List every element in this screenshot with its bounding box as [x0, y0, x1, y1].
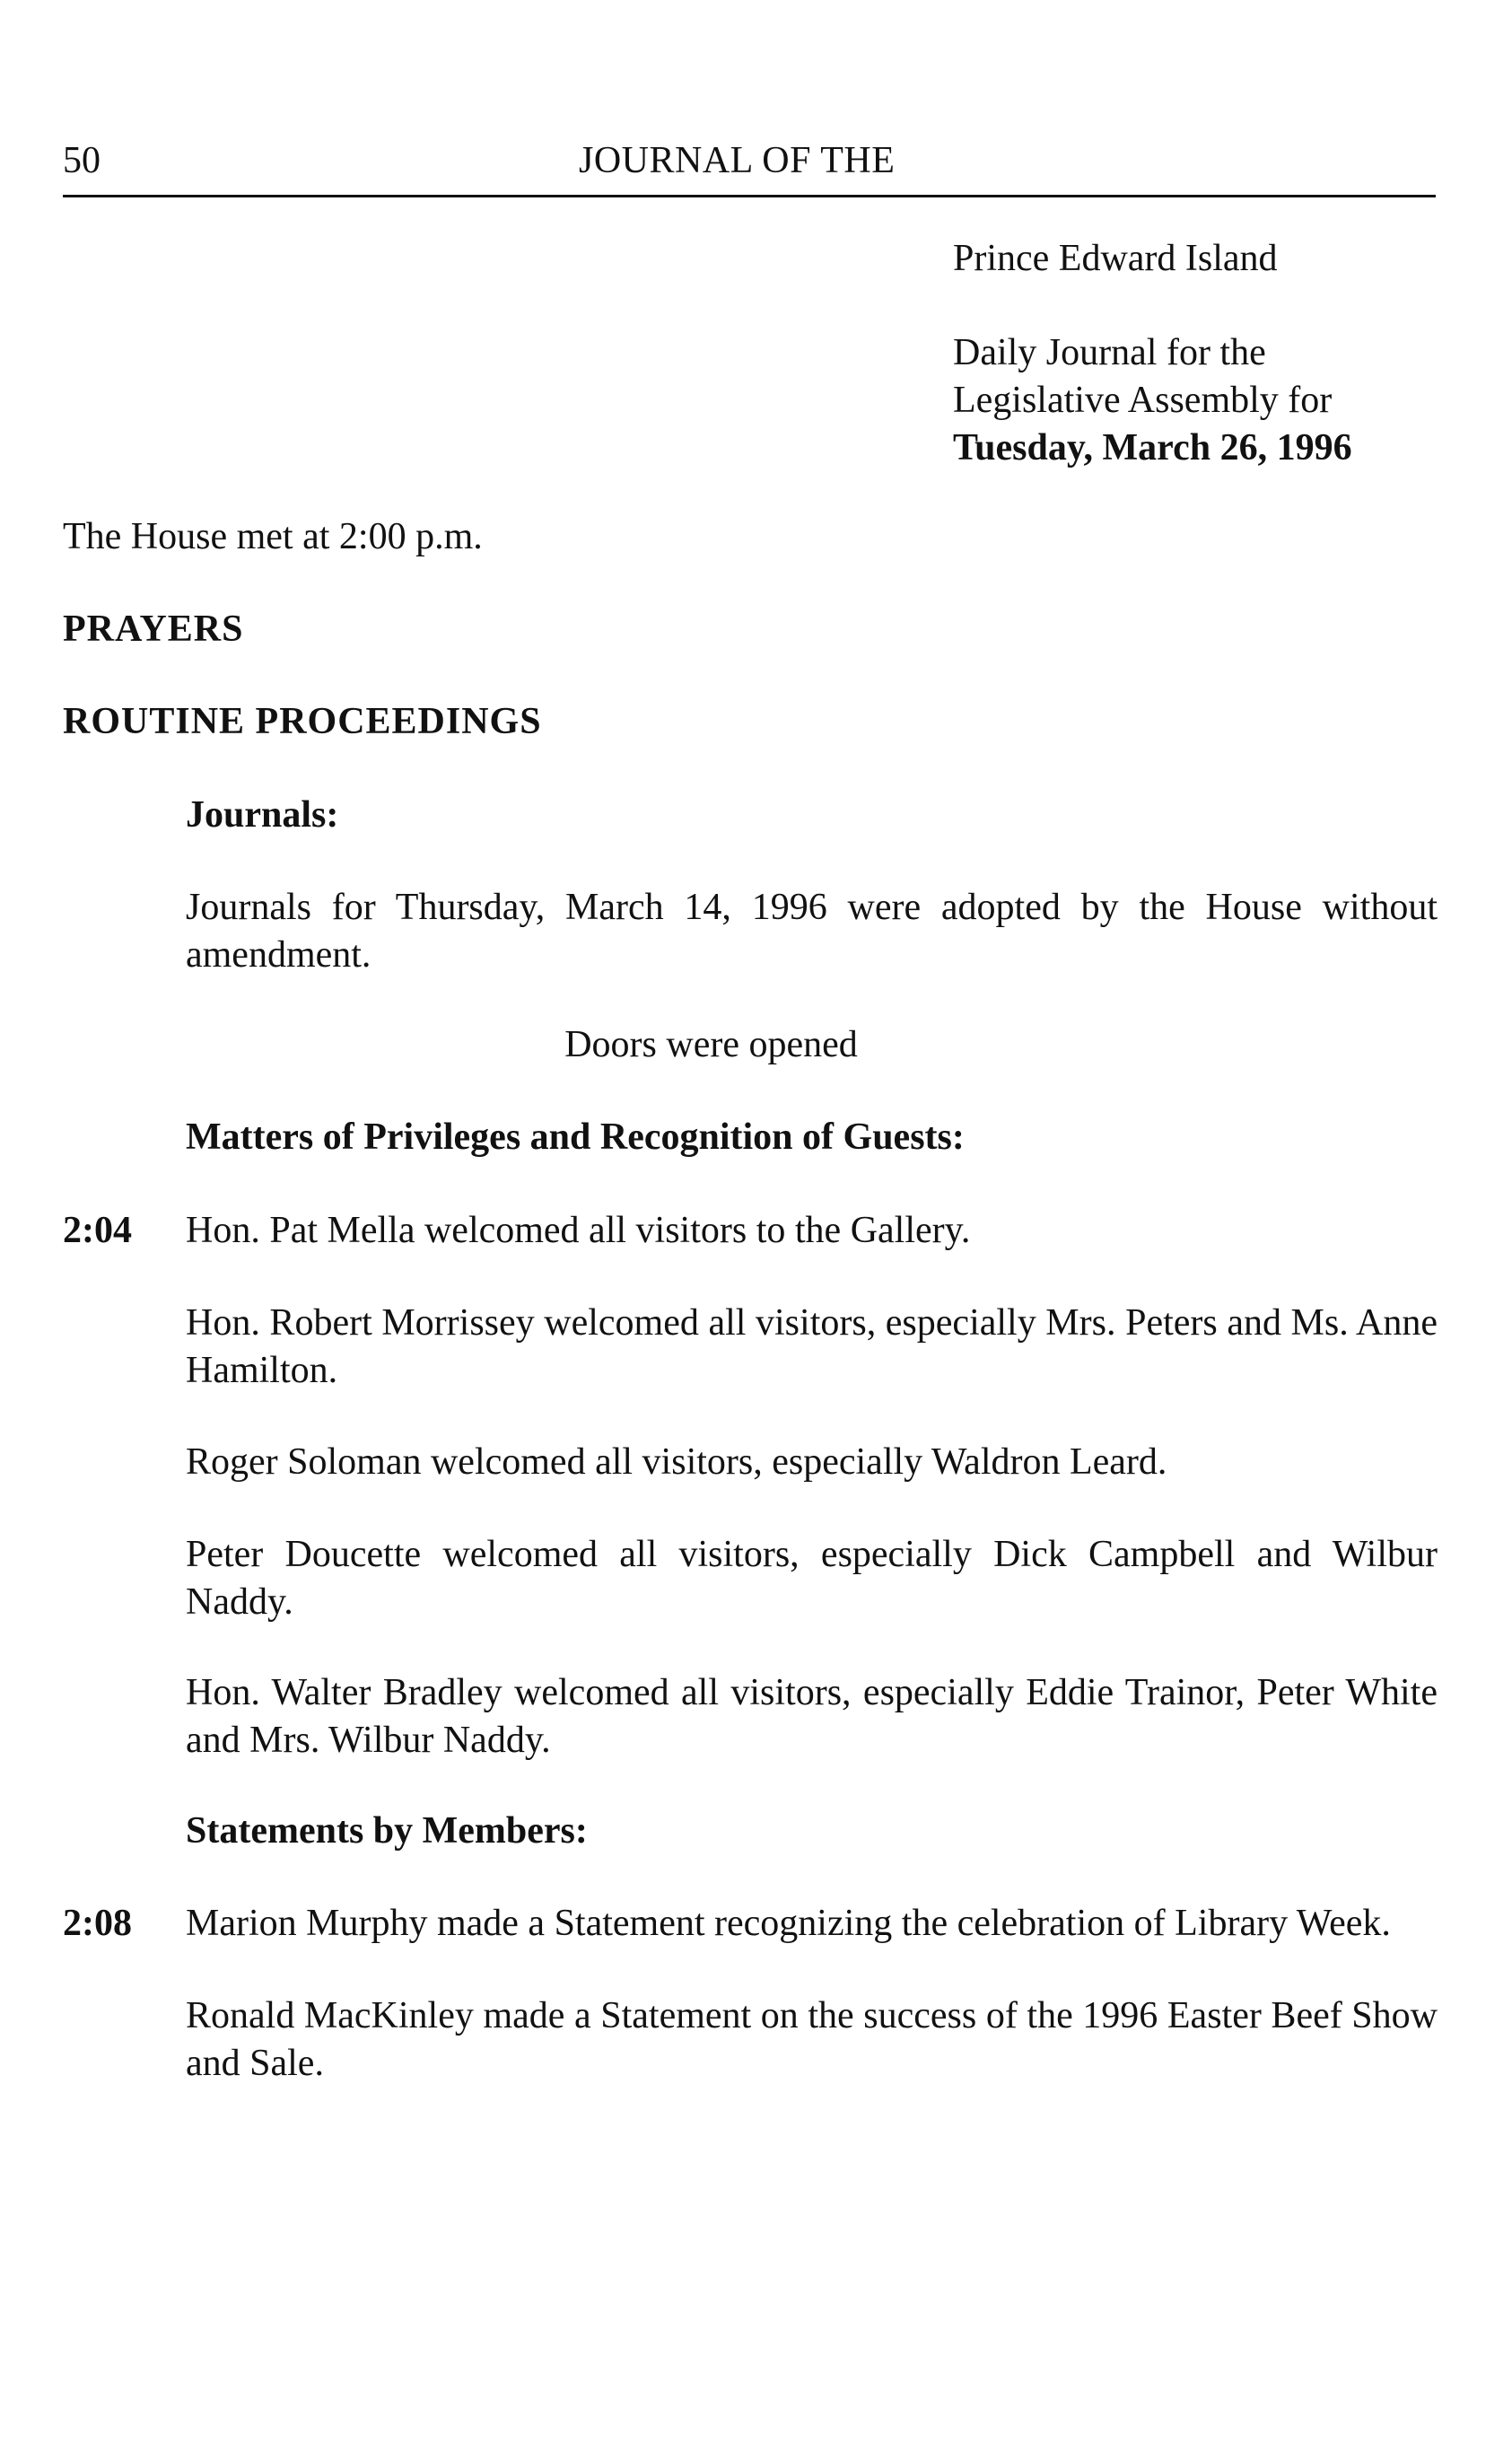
statement-entry: Marion Murphy made a Statement recognizing the celebration of Library Week. [186, 1903, 1391, 1944]
masthead-line-1: Daily Journal for the [953, 332, 1266, 373]
house-met-text: The House met at 2:00 p.m. [63, 516, 483, 557]
guest-entry: Hon. Pat Mella welcomed all visitors to the Gallery. [186, 1210, 971, 1251]
journal-masthead [953, 235, 1352, 472]
time-stamp-statements: 2:08 [63, 1903, 132, 1944]
guest-entry: Peter Doucette welcomed all visitors, especially Dick Campbell and Wilbur Naddy. [186, 1534, 1438, 1623]
time-stamp-guests: 2:04 [63, 1210, 132, 1251]
page-header [63, 139, 1436, 197]
guest-entry: Hon. Walter Bradley welcomed all visitors, especially Eddie Trainor, Peter White and Mrs. Wilbur Naddy. [186, 1672, 1438, 1761]
journals-heading: Journals: [186, 794, 339, 836]
masthead-place: Prince Edward Island [953, 238, 1278, 279]
prayers-heading: PRAYERS [63, 609, 244, 650]
statements-heading: Statements by Members: [186, 1810, 588, 1852]
doors-opened-text: Doors were opened [564, 1024, 858, 1065]
page-number: 50 [63, 140, 101, 181]
masthead-date: Tuesday, March 26, 1996 [953, 427, 1352, 468]
masthead-line-2: Legislative Assembly for [953, 380, 1333, 421]
running-title: JOURNAL OF THE [579, 140, 896, 181]
routine-proceedings-heading: ROUTINE PROCEEDINGS [63, 701, 542, 742]
guests-heading: Matters of Privileges and Recognition of Guests: [186, 1116, 965, 1158]
journals-paragraph: Journals for Thursday, March 14, 1996 were adopted by the House without amendment. [186, 887, 1438, 976]
guest-entry: Hon. Robert Morrissey welcomed all visitors, especially Mrs. Peters and Ms. Anne Hamilton. [186, 1302, 1438, 1391]
guest-entry: Roger Soloman welcomed all visitors, especially Waldron Leard. [186, 1441, 1167, 1483]
statement-entry: Ronald MacKinley made a Statement on the success of the 1996 Easter Beef Show and Sale. [186, 1995, 1438, 2084]
